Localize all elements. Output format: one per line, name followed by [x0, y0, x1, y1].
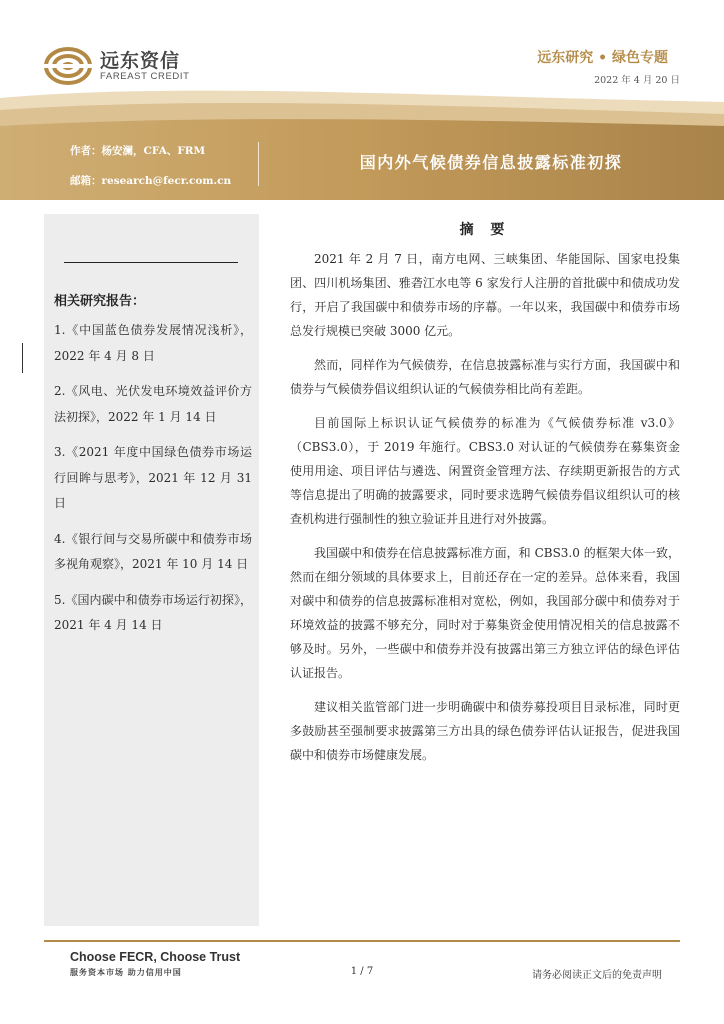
author-email: 邮箱：research@fecr.com.cn: [70, 175, 232, 187]
author-line: 作者：杨安澜，CFA、FRM: [70, 145, 206, 157]
related-reports-list: [54, 318, 252, 649]
summary-heading: 摘 要: [459, 222, 511, 238]
logo-chinese-name: 远东资信: [100, 50, 181, 72]
company-logo: [44, 44, 194, 88]
report-header: [0, 0, 724, 200]
report-series-label: 远东研究 • 绿色专题: [537, 50, 668, 66]
related-report-item[interactable]: 1.《中国蓝色债券发展情况浅析》，2022 年 4 月 8 日: [54, 323, 252, 363]
footer-subslogan: 服务资本市场 助力信用中国: [70, 967, 182, 977]
related-report-item[interactable]: 4.《银行间与交易所碳中和债券市场多视角观察》，2021 年 10 月 14 日: [54, 531, 252, 571]
related-reports-heading: 相关研究报告：: [54, 294, 146, 309]
report-title: 国内外气候债券信息披露标准初探: [359, 153, 623, 172]
page-number: 1 / 7: [350, 966, 374, 977]
summary-paragraph: 2021 年 2 月 7 日，南方电网、三峡集团、华能国际、国家电投集团、四川机场集团、雅砻江水电等 6 家发行人注册的首批碳中和债成功发行，开启了我国碳中和债券市场的序幕。一年以来，我国碳中和债券市场总发行规模已突破 3000 亿元。: [290, 252, 680, 338]
related-report-item[interactable]: 2.《风电、光伏发电环境效益评价方法初探》，2022 年 1 月 14 日: [54, 384, 252, 424]
logo-english-name: FAREAST CREDIT: [100, 71, 190, 82]
related-reports-sidebar: [44, 214, 259, 926]
footer-divider: [44, 940, 680, 942]
related-report-item[interactable]: 5.《国内碳中和债券市场运行初探》，2021 年 4 月 14 日: [54, 592, 252, 632]
footer-slogan: Choose FECR, Choose Trust: [70, 950, 241, 964]
sidebar-divider: [64, 262, 238, 263]
summary-paragraph: 目前国际上标识认证气候债券的标准为《气候债券标准 v3.0》（CBS3.0），于 2019 年施行。CBS3.0 对认证的气候债券在募集资金使用用途、项目评估与遴选、闲置资金管理方法、存续期更新报告的方式等信息提出了明确的披露要求，同时要求选聘气候债券倡议组织认可的核查机构进行强制性的独立验证并且进行对外披露。: [290, 416, 680, 526]
footer-disclaimer: 请务必阅读正文后的免责声明: [532, 970, 662, 981]
related-report-item[interactable]: 3.《2021 年度中国绿色债券市场运行回眸与思考》，2021 年 12 月 31 日: [54, 445, 252, 510]
margin-mark: [22, 343, 23, 373]
summary-paragraph: 我国碳中和债券在信息披露标准方面，和 CBS3.0 的框架大体一致，然而在细分领域的具体要求上，目前还存在一定的差异。总体来看，我国对碳中和债券的信息披露标准相对宽松，例如，我国部分碳中和债券对于环境效益的披露不够充分，同时对于募集资金使用情况相关的信息披露不够及时。另外，一些碳中和债券并没有披露出第三方独立评估的绿色评估认证报告。: [290, 546, 680, 680]
summary-paragraph: 建议相关监管部门进一步明确碳中和债券募投项目目录标准，同时更多鼓励甚至强制要求披露第三方出具的绿色债券评估认证报告，促进我国碳中和债券市场健康发展。: [290, 700, 680, 762]
summary-paragraph: 然而，同样作为气候债券，在信息披露标准与实行方面，我国碳中和债券与气候债券倡议组织认证的气候债券相比尚有差距。: [290, 358, 680, 396]
fareast-logo-icon: [44, 44, 92, 88]
report-date: 2022 年 4 月 20 日: [594, 75, 680, 86]
summary-body: [290, 247, 680, 777]
